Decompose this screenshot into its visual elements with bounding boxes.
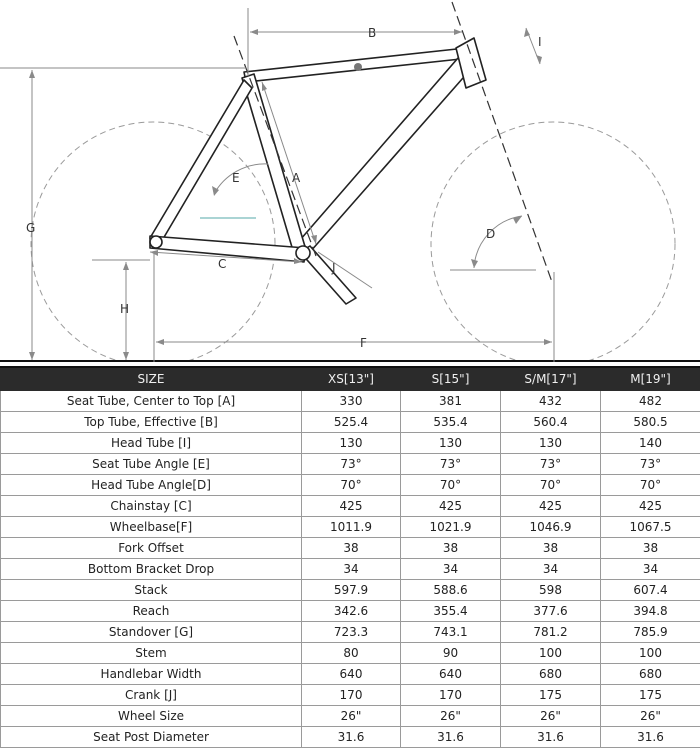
table-cell: 38 (401, 538, 501, 559)
header-size: SIZE (1, 367, 302, 391)
label-c: C (218, 257, 227, 271)
label-i: I (538, 35, 542, 49)
row-label: Fork Offset (1, 538, 302, 559)
row-label: Stack (1, 580, 302, 601)
table-cell: 26" (401, 706, 501, 727)
table-row (1, 685, 700, 706)
table-cell: 31.6 (501, 727, 601, 748)
label-f: F (360, 336, 367, 350)
table-row (1, 559, 700, 580)
table-cell: 73° (401, 454, 501, 475)
table-cell: 598 (501, 580, 601, 601)
table-cell: 34 (302, 559, 401, 580)
label-b: B (368, 26, 377, 40)
table-cell: 432 (501, 391, 601, 412)
row-label: Top Tube, Effective [B] (1, 412, 302, 433)
table-cell: 26" (501, 706, 601, 727)
label-e: E (232, 171, 240, 185)
table-cell: 70° (302, 475, 401, 496)
table-cell: 70° (401, 475, 501, 496)
table-row (1, 433, 700, 454)
table-cell: 38 (601, 538, 700, 559)
table-cell: 70° (501, 475, 601, 496)
table-cell: 34 (601, 559, 700, 580)
table-cell: 1067.5 (601, 517, 700, 538)
table-cell: 723.3 (302, 622, 401, 643)
table-row (1, 622, 700, 643)
table-cell: 130 (401, 433, 501, 454)
bike-frame (150, 38, 486, 304)
table-cell: 482 (601, 391, 700, 412)
table-cell: 640 (302, 664, 401, 685)
row-label: Reach (1, 601, 302, 622)
label-j: J (332, 261, 336, 275)
row-label: Handlebar Width (1, 664, 302, 685)
table-cell: 588.6 (401, 580, 501, 601)
label-a: A (292, 171, 301, 185)
table-row (1, 496, 700, 517)
table-cell: 394.8 (601, 601, 700, 622)
table-row (1, 727, 700, 748)
table-row (1, 706, 700, 727)
table-cell: 73° (501, 454, 601, 475)
table-cell: 31.6 (401, 727, 501, 748)
row-label: Seat Tube, Center to Top [A] (1, 391, 302, 412)
table-row (1, 601, 700, 622)
table-cell: 26" (601, 706, 700, 727)
table-cell: 100 (501, 643, 601, 664)
row-label: Bottom Bracket Drop (1, 559, 302, 580)
header-xs: XS[13"] (302, 367, 401, 391)
table-cell: 34 (401, 559, 501, 580)
table-row (1, 517, 700, 538)
table-cell: 130 (302, 433, 401, 454)
table-cell: 31.6 (302, 727, 401, 748)
header-s: S[15"] (401, 367, 501, 391)
table-cell: 525.4 (302, 412, 401, 433)
row-label: Head Tube [I] (1, 433, 302, 454)
table-cell: 781.2 (501, 622, 601, 643)
table-cell: 425 (501, 496, 601, 517)
table-cell: 90 (401, 643, 501, 664)
table-cell: 100 (601, 643, 700, 664)
table-cell: 34 (501, 559, 601, 580)
table-cell: 1021.9 (401, 517, 501, 538)
row-label: Seat Tube Angle [E] (1, 454, 302, 475)
table-row (1, 580, 700, 601)
front-wheel-outline (431, 122, 675, 362)
table-cell: 130 (501, 433, 601, 454)
table-cell: 640 (401, 664, 501, 685)
label-d: D (486, 227, 496, 241)
table-cell: 607.4 (601, 580, 700, 601)
table-header-row (1, 367, 700, 391)
label-g: G (26, 221, 36, 235)
table-cell: 680 (501, 664, 601, 685)
row-label: Chainstay [C] (1, 496, 302, 517)
table-cell: 73° (601, 454, 700, 475)
table-cell: 80 (302, 643, 401, 664)
geometry-table (0, 366, 700, 748)
table-cell: 680 (601, 664, 700, 685)
table-row (1, 664, 700, 685)
row-label: Crank [J] (1, 685, 302, 706)
table-cell: 26" (302, 706, 401, 727)
row-label: Standover [G] (1, 622, 302, 643)
table-cell: 355.4 (401, 601, 501, 622)
header-m: M[19"] (601, 367, 700, 391)
table-cell: 425 (302, 496, 401, 517)
row-label: Head Tube Angle[D] (1, 475, 302, 496)
row-label: Wheelbase[F] (1, 517, 302, 538)
table-cell: 597.9 (302, 580, 401, 601)
table-cell: 560.4 (501, 412, 601, 433)
table-row (1, 454, 700, 475)
row-label: Seat Post Diameter (1, 727, 302, 748)
table-cell: 425 (601, 496, 700, 517)
table-cell: 170 (302, 685, 401, 706)
table-row (1, 391, 700, 412)
table-body (1, 391, 700, 748)
header-sm: S/M[17"] (501, 367, 601, 391)
table-cell: 580.5 (601, 412, 700, 433)
table-cell: 73° (302, 454, 401, 475)
table-cell: 377.6 (501, 601, 601, 622)
table-cell: 38 (302, 538, 401, 559)
row-label: Stem (1, 643, 302, 664)
table-cell: 342.6 (302, 601, 401, 622)
table-cell: 175 (601, 685, 700, 706)
row-label: Wheel Size (1, 706, 302, 727)
table-cell: 140 (601, 433, 700, 454)
table-row (1, 475, 700, 496)
table-cell: 1011.9 (302, 517, 401, 538)
table-cell: 175 (501, 685, 601, 706)
table-cell: 70° (601, 475, 700, 496)
table-cell: 170 (401, 685, 501, 706)
table-cell: 31.6 (601, 727, 700, 748)
table-cell: 330 (302, 391, 401, 412)
table-cell: 38 (501, 538, 601, 559)
table-cell: 785.9 (601, 622, 700, 643)
table-cell: 743.1 (401, 622, 501, 643)
table-row (1, 412, 700, 433)
label-h: H (120, 302, 130, 316)
table-row (1, 538, 700, 559)
table-cell: 425 (401, 496, 501, 517)
frame-geometry-diagram (0, 0, 700, 362)
table-cell: 381 (401, 391, 501, 412)
table-cell: 1046.9 (501, 517, 601, 538)
table-row (1, 643, 700, 664)
table-cell: 535.4 (401, 412, 501, 433)
